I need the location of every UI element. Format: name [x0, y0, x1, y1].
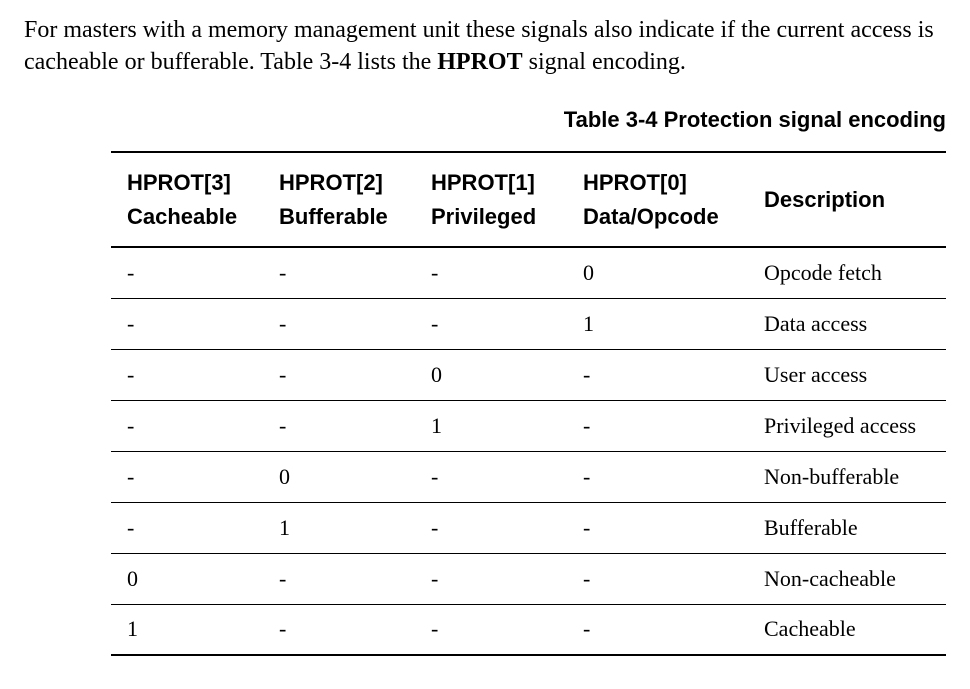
cell-hprot1: -	[415, 553, 567, 604]
table-row	[111, 502, 946, 553]
cell-hprot2: -	[263, 553, 415, 604]
cell-hprot0: 1	[567, 298, 748, 349]
header-hprot0: HPROT[0] Data/Opcode	[567, 152, 748, 247]
cell-hprot3: -	[111, 247, 263, 298]
cell-hprot2: -	[279, 616, 287, 642]
cell-hprot2: -	[263, 349, 415, 400]
cell-hprot2: 0	[263, 451, 415, 502]
header-hprot1: HPROT[1] Privileged	[415, 152, 567, 247]
cell-hprot3: -	[111, 502, 263, 553]
table-row	[111, 400, 946, 451]
cell-hprot1: 0	[415, 349, 567, 400]
cell-hprot0: -	[583, 616, 591, 642]
cell-description: Cacheable	[764, 616, 856, 642]
header-description: Description	[748, 152, 946, 247]
table-row	[111, 298, 946, 349]
cell-hprot2: -	[263, 247, 415, 298]
cell-hprot2: 1	[263, 502, 415, 553]
cell-hprot3: -	[111, 400, 263, 451]
header-hprot2: HPROT[2] Bufferable	[263, 152, 415, 247]
cell-hprot1: -	[415, 298, 567, 349]
cell-hprot1: -	[415, 502, 567, 553]
cell-description: Non-cacheable	[748, 553, 946, 604]
table-caption: Table 3-4 Protection signal encoding	[563, 107, 946, 132]
cell-description: User access	[748, 349, 946, 400]
cell-hprot2: -	[263, 400, 415, 451]
intro-text-2: signal encoding.	[522, 49, 686, 75]
cell-description: Data access	[748, 298, 946, 349]
cell-hprot1: -	[415, 247, 567, 298]
intro-bold-signal: HPROT	[437, 49, 523, 75]
intro-paragraph	[24, 14, 954, 78]
cell-hprot1: -	[415, 451, 567, 502]
cell-hprot2: -	[263, 298, 415, 349]
cell-description: Bufferable	[748, 502, 946, 553]
cell-description: Privileged access	[748, 400, 946, 451]
table-row	[111, 553, 946, 604]
cell-hprot3: -	[111, 298, 263, 349]
table-row	[111, 451, 946, 502]
cell-hprot0: -	[567, 451, 748, 502]
protection-encoding-table	[111, 151, 946, 656]
cell-hprot0: -	[567, 553, 748, 604]
cell-description: Opcode fetch	[748, 247, 946, 298]
table-row	[111, 604, 946, 655]
table-header-row	[111, 152, 946, 247]
cell-hprot0: 0	[567, 247, 748, 298]
cell-hprot1: -	[431, 616, 439, 642]
cell-hprot3: -	[111, 451, 263, 502]
cell-hprot0: -	[567, 502, 748, 553]
cell-hprot0: -	[567, 400, 748, 451]
cell-hprot0: -	[567, 349, 748, 400]
cell-hprot3: 1	[127, 616, 138, 642]
header-hprot3: HPROT[3] Cacheable	[111, 152, 263, 247]
cell-hprot1: 1	[415, 400, 567, 451]
cell-hprot3: -	[111, 349, 263, 400]
table-row	[111, 349, 946, 400]
cell-hprot3: 0	[111, 553, 263, 604]
intro-text-1: For masters with a memory management unit these signals also indicate if the current access is cacheable or bufferable. Table 3-4 lists the	[24, 17, 934, 75]
table-row	[111, 247, 946, 298]
cell-description: Non-bufferable	[748, 451, 946, 502]
